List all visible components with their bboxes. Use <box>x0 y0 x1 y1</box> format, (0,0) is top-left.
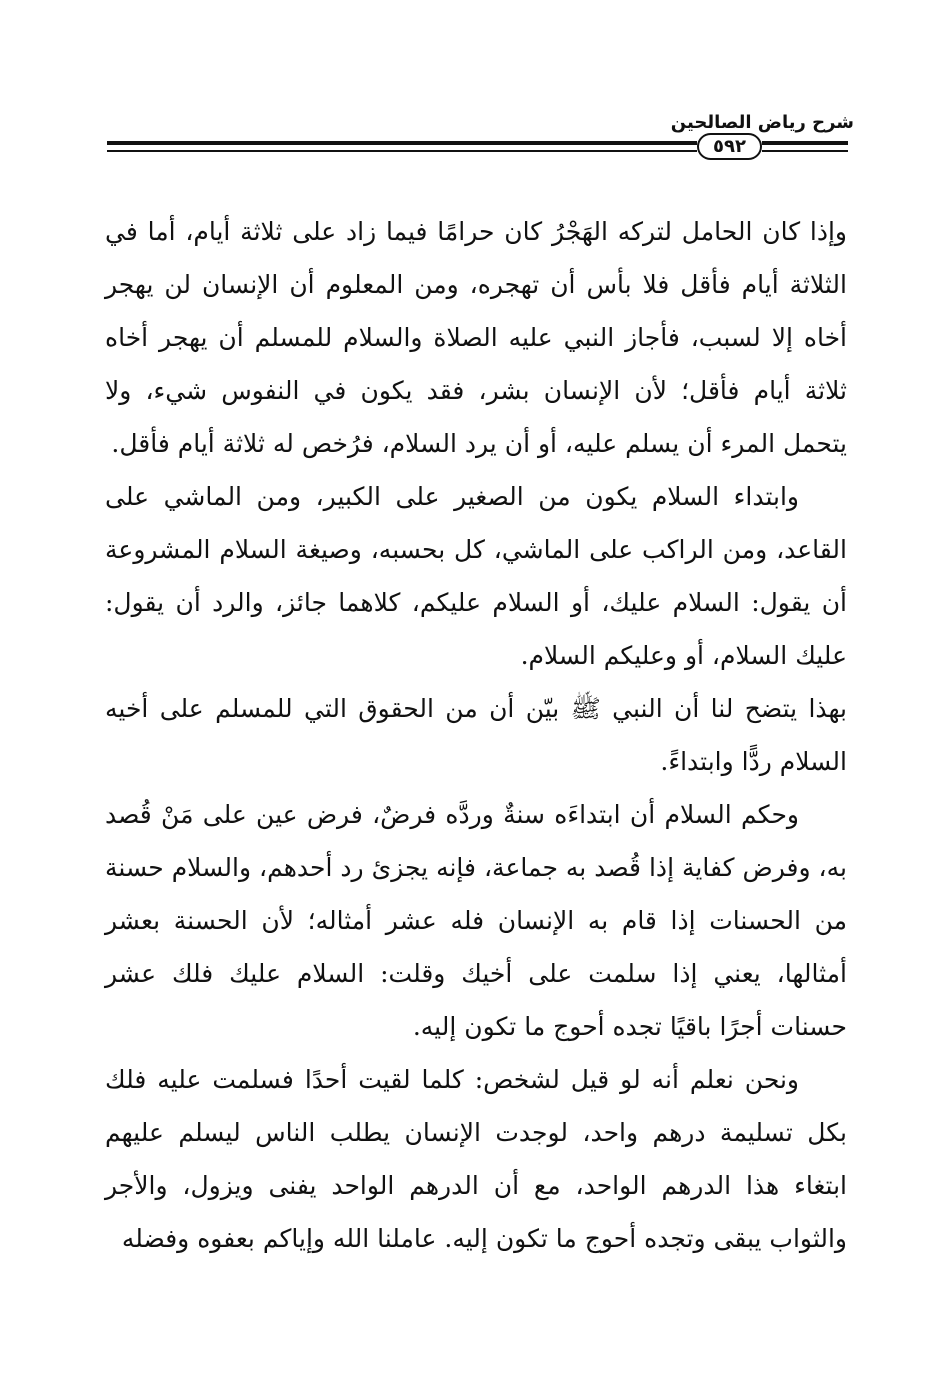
paragraph: بهذا يتضح لنا أن النبي ﷺ بيّن أن من الحقوق التي للمسلم على أخيه السلام ردًّا وابتداءً. <box>105 694 847 776</box>
page-number-badge <box>697 133 762 160</box>
header-rule-right-thin <box>762 150 848 152</box>
header-rule-right-thick <box>762 141 848 145</box>
paragraph: وإذا كان الحامل لتركه الهَجْرُ كان حرامًا فيما زاد على ثلاثة أيام، أما في الثلاثة أيام فأقل فلا بأس أن تهجره، ومن المعلوم أن الإنسان لن يهجر أخاه إلا لسبب، فأجاز النبي عليه الصلاة والسلام للمسلم أن يهجر أخاه ثلاثة أيام فأقل؛ لأن الإنسان بشر، فقد يكون في النفوس شيء، ولا يتحمل المرء أن يسلم عليه، أو أن يرد السلام، فرُخص له ثلاثة أيام فأقل. <box>105 217 847 458</box>
header-rule-left-thick <box>107 141 697 145</box>
paragraph: ونحن نعلم أنه لو قيل لشخص: كلما لقيت أحدًا فسلمت عليه فلك بكل تسليمة درهم واحد، لوجدت الإنسان يطلب الناس ليسلم عليهم ابتغاء هذا الدرهم الواحد، مع أن الدرهم الواحد يفنى ويزول، والأجر والثواب يبقى وتجده أحوج ما تكون إليه. عاملنا الله وإياكم بعفوه وفضله <box>105 1065 847 1253</box>
running-header-title: شرح رياض الصالحين <box>670 112 854 133</box>
paragraph: وابتداء السلام يكون من الصغير على الكبير، ومن الماشي على القاعد، ومن الراكب على الماشي، كل بحسبه، وصيغة السلام المشروعة أن يقول: السلام عليك، أو السلام عليكم، كلاهما جائز، والرد أن يقول: عليك السلام، أو وعليكم السلام. <box>105 482 847 670</box>
body-text <box>105 205 847 1265</box>
paragraph: وحكم السلام أن ابتداءَه سنةٌ وردَّه فرضٌ، فرض عين على مَنْ قُصد به، وفرض كفاية إذا قُصد به جماعة، فإنه يجزئ رد أحدهم، والسلام حسنة من الحسنات إذا قام به الإنسان فله عشر أمثاله؛ لأن الحسنة بعشر أمثالها، يعني إذا سلمت على أخيك وقلت: السلام عليك فلك عشر حسنات أجرًا باقيًا تجده أحوج ما تكون إليه. <box>105 800 847 1041</box>
page-number: ٥٩٢ <box>713 136 746 157</box>
header-rule-left-thin <box>107 150 697 152</box>
